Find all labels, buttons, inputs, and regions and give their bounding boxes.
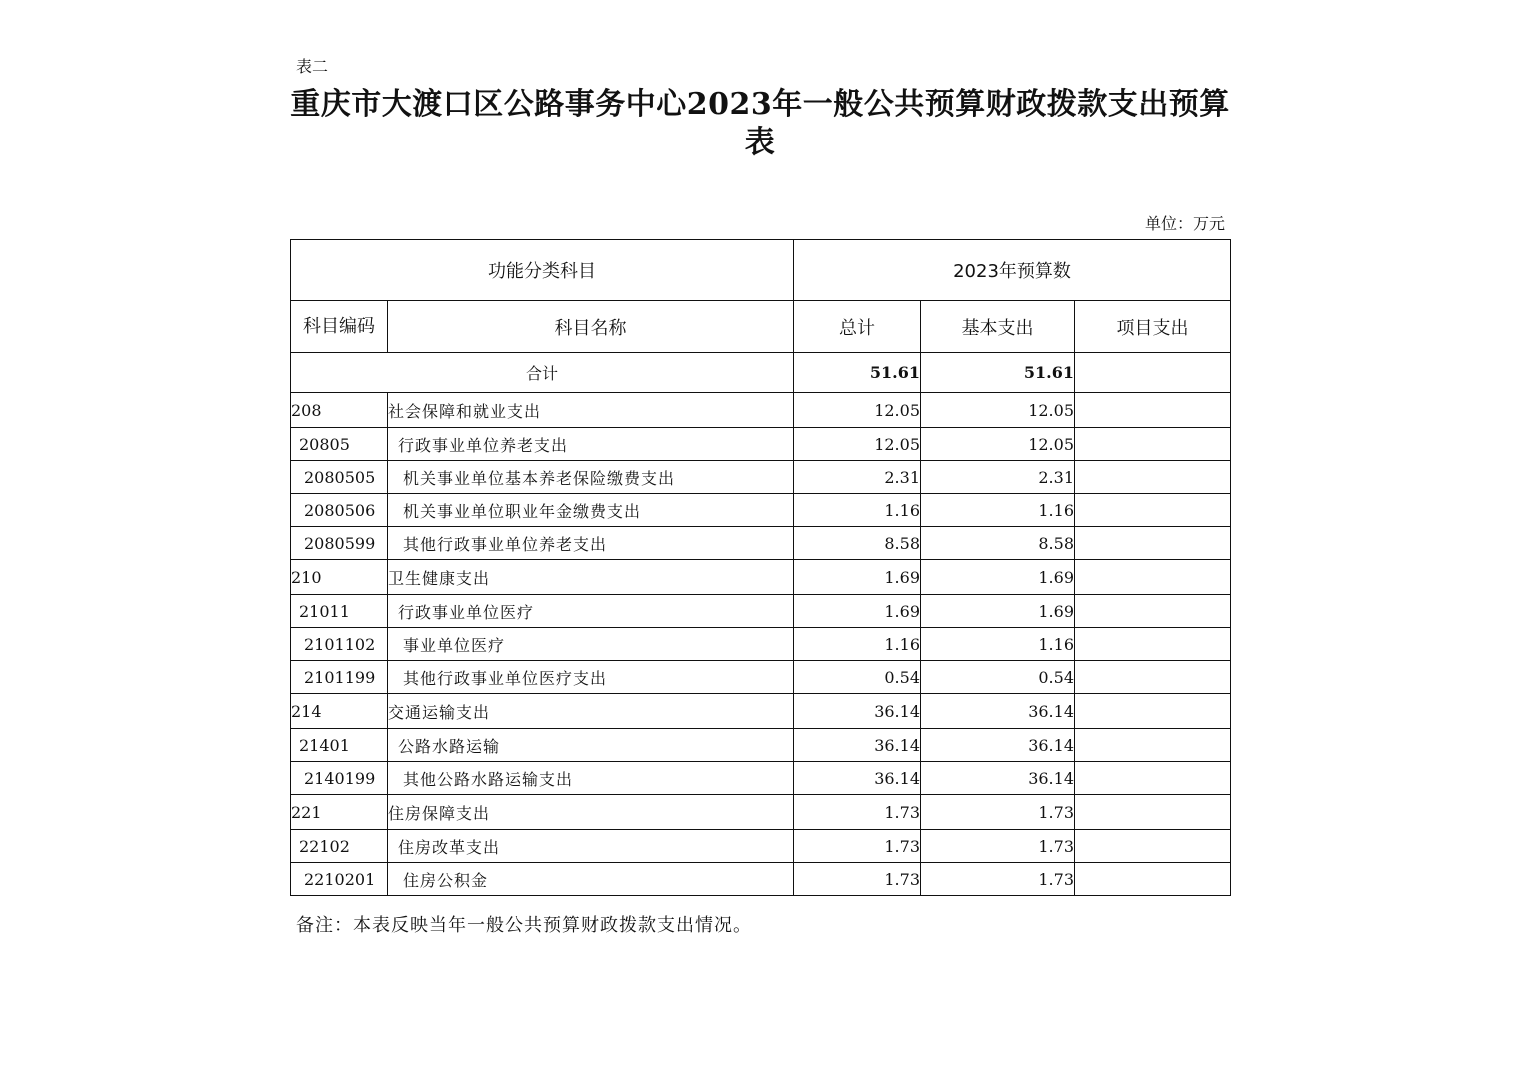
- header-total: 总计: [794, 301, 921, 353]
- row-basic: 1.73: [921, 830, 1075, 863]
- table-row: [291, 694, 1231, 729]
- row-code: 2140199: [291, 762, 388, 795]
- row-name: 社会保障和就业支出: [388, 393, 794, 428]
- row-total: 1.73: [794, 863, 921, 896]
- header-name: 科目名称: [388, 301, 794, 353]
- table-row: [291, 762, 1231, 795]
- row-total: 36.14: [794, 762, 921, 795]
- table-row: [291, 494, 1231, 527]
- row-basic: 1.69: [921, 595, 1075, 628]
- row-code: 221: [291, 795, 388, 830]
- row-total: 36.14: [794, 694, 921, 729]
- row-project: [1075, 527, 1231, 560]
- row-code: 21011: [291, 595, 388, 628]
- table-label: 表二: [296, 57, 329, 76]
- row-project: [1075, 628, 1231, 661]
- table-row: [291, 393, 1231, 428]
- row-project: [1075, 694, 1231, 729]
- row-name: 机关事业单位职业年金缴费支出: [388, 494, 794, 527]
- row-total: 12.05: [794, 393, 921, 428]
- table-row: [291, 863, 1231, 896]
- row-total: 1.69: [794, 595, 921, 628]
- document-title: 重庆市大渡口区公路事务中心2023年一般公共预算财政拨款支出预算表: [290, 87, 1230, 160]
- table-row: [291, 428, 1231, 461]
- row-name: 卫生健康支出: [388, 560, 794, 595]
- table-row: [291, 595, 1231, 628]
- row-name: 交通运输支出: [388, 694, 794, 729]
- row-project: [1075, 863, 1231, 896]
- header-project: 项目支出: [1075, 301, 1231, 353]
- row-basic: 1.73: [921, 863, 1075, 896]
- row-code: 22102: [291, 830, 388, 863]
- row-code: 2080505: [291, 461, 388, 494]
- row-code: 2080599: [291, 527, 388, 560]
- row-project: [1075, 595, 1231, 628]
- row-basic: 1.16: [921, 628, 1075, 661]
- row-total: 36.14: [794, 729, 921, 762]
- row-name: 机关事业单位基本养老保险缴费支出: [388, 461, 794, 494]
- header-row-bottom: [291, 301, 1231, 353]
- row-name: 其他行政事业单位养老支出: [388, 527, 794, 560]
- row-project: [1075, 762, 1231, 795]
- table-row: [291, 795, 1231, 830]
- row-basic: 8.58: [921, 527, 1075, 560]
- row-name: 住房保障支出: [388, 795, 794, 830]
- row-code: 2210201: [291, 863, 388, 896]
- header-functional-category: 功能分类科目: [291, 240, 794, 301]
- row-basic: 2.31: [921, 461, 1075, 494]
- row-name: 公路水路运输: [388, 729, 794, 762]
- total-row: [291, 353, 1231, 393]
- footnote: 备注：本表反映当年一般公共预算财政拨款支出情况。: [296, 915, 752, 936]
- header-code: 科目编码: [291, 301, 388, 353]
- row-basic: 1.73: [921, 795, 1075, 830]
- row-project: [1075, 428, 1231, 461]
- total-basic: 51.61: [921, 353, 1075, 393]
- table-row: [291, 729, 1231, 762]
- budget-table: [290, 239, 1231, 896]
- row-total: 2.31: [794, 461, 921, 494]
- table-row: [291, 560, 1231, 595]
- header-row-top: [291, 240, 1231, 301]
- table-row: [291, 628, 1231, 661]
- row-project: [1075, 830, 1231, 863]
- total-label: 合计: [291, 353, 794, 393]
- row-total: 1.16: [794, 494, 921, 527]
- row-name: 行政事业单位养老支出: [388, 428, 794, 461]
- row-total: 0.54: [794, 661, 921, 694]
- row-code: 210: [291, 560, 388, 595]
- row-name: 事业单位医疗: [388, 628, 794, 661]
- row-basic: 12.05: [921, 428, 1075, 461]
- row-code: 20805: [291, 428, 388, 461]
- row-project: [1075, 661, 1231, 694]
- header-basic: 基本支出: [921, 301, 1075, 353]
- row-name: 行政事业单位医疗: [388, 595, 794, 628]
- row-basic: 36.14: [921, 729, 1075, 762]
- row-project: [1075, 393, 1231, 428]
- table-row: [291, 661, 1231, 694]
- row-project: [1075, 494, 1231, 527]
- row-name: 住房改革支出: [388, 830, 794, 863]
- row-total: 1.69: [794, 560, 921, 595]
- total-project: [1075, 353, 1231, 393]
- table-row: [291, 830, 1231, 863]
- row-code: 214: [291, 694, 388, 729]
- row-total: 12.05: [794, 428, 921, 461]
- row-project: [1075, 729, 1231, 762]
- row-total: 1.73: [794, 830, 921, 863]
- row-code: 2080506: [291, 494, 388, 527]
- row-basic: 36.14: [921, 694, 1075, 729]
- row-basic: 1.16: [921, 494, 1075, 527]
- table-row: [291, 461, 1231, 494]
- header-budget-year: 2023年预算数: [794, 240, 1231, 301]
- row-project: [1075, 795, 1231, 830]
- row-total: 1.73: [794, 795, 921, 830]
- row-name: 其他行政事业单位医疗支出: [388, 661, 794, 694]
- row-name: 住房公积金: [388, 863, 794, 896]
- table-row: [291, 527, 1231, 560]
- row-basic: 1.69: [921, 560, 1075, 595]
- row-basic: 36.14: [921, 762, 1075, 795]
- unit-label: 单位：万元: [1144, 214, 1225, 233]
- row-code: 2101199: [291, 661, 388, 694]
- row-code: 2101102: [291, 628, 388, 661]
- row-total: 8.58: [794, 527, 921, 560]
- row-code: 21401: [291, 729, 388, 762]
- row-basic: 0.54: [921, 661, 1075, 694]
- total-total: 51.61: [794, 353, 921, 393]
- row-basic: 12.05: [921, 393, 1075, 428]
- row-name: 其他公路水路运输支出: [388, 762, 794, 795]
- row-project: [1075, 461, 1231, 494]
- row-code: 208: [291, 393, 388, 428]
- row-total: 1.16: [794, 628, 921, 661]
- row-project: [1075, 560, 1231, 595]
